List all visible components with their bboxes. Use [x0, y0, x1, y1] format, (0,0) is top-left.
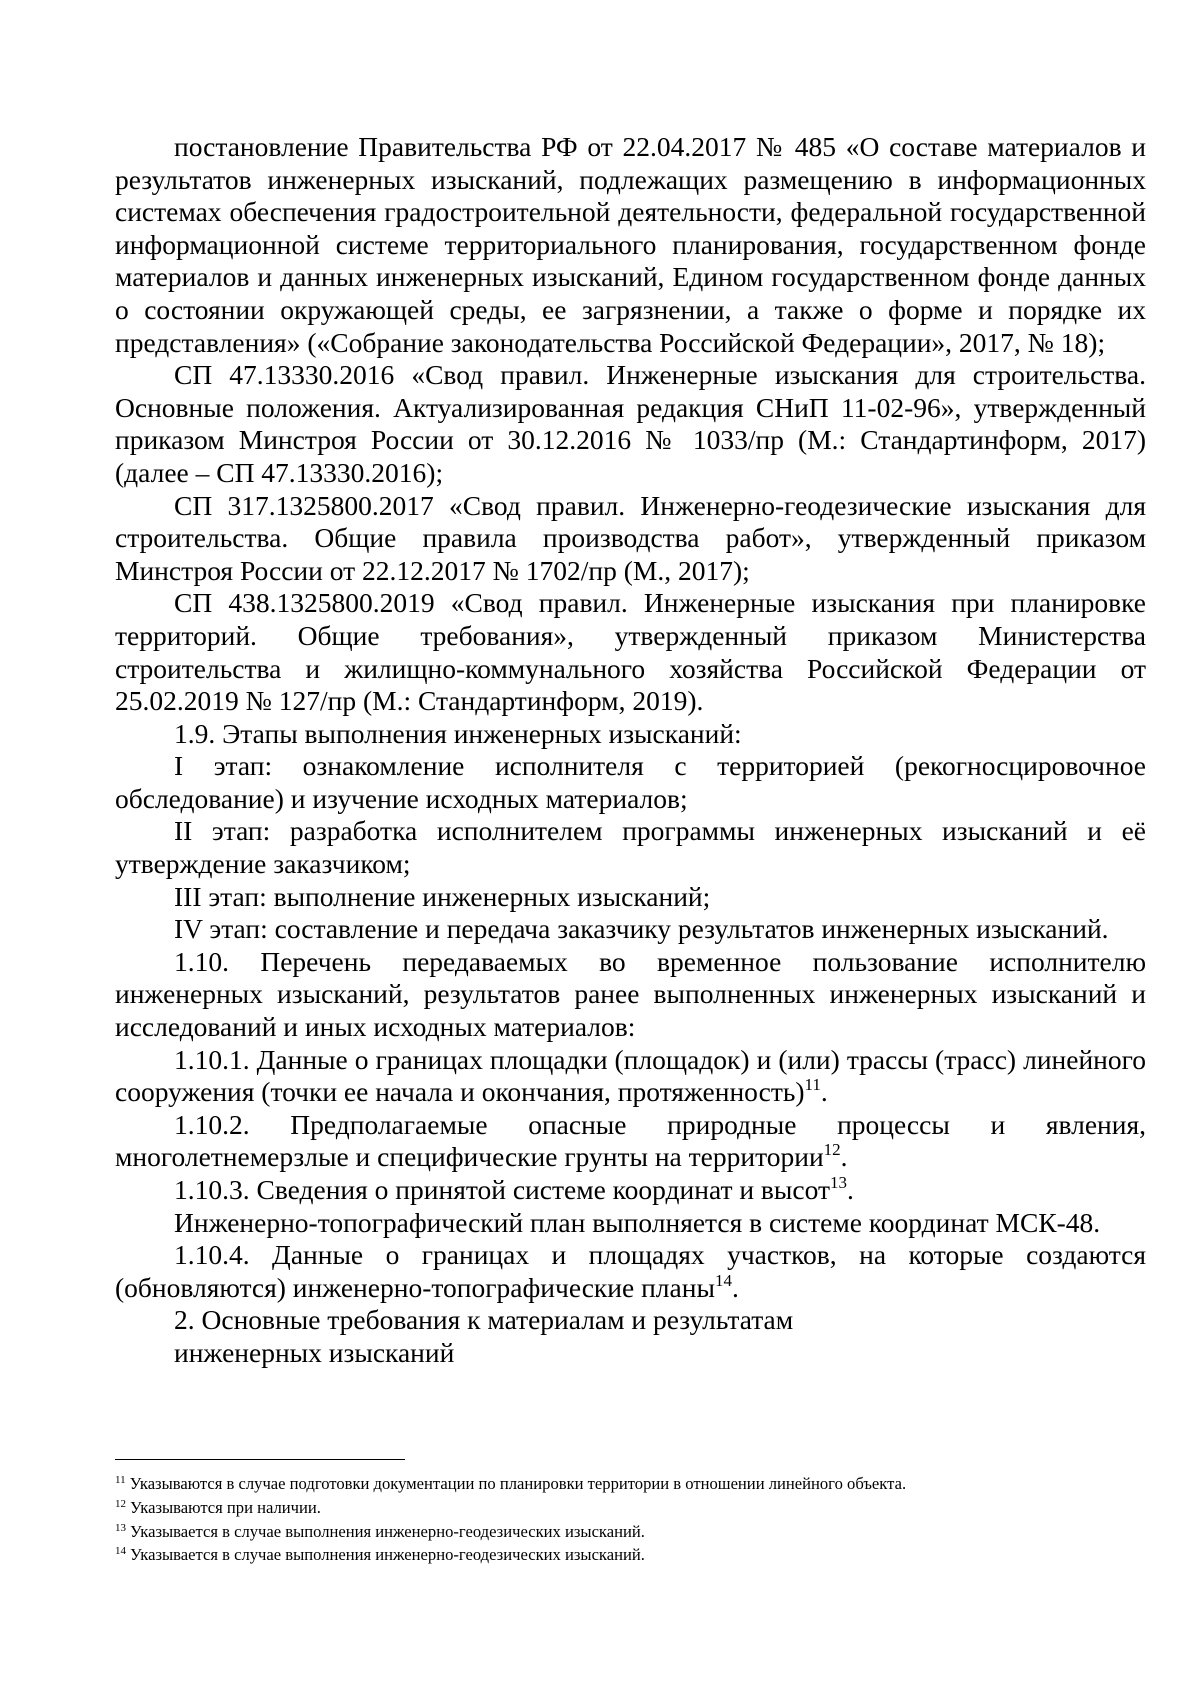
footnote-13	[115, 1520, 1146, 1544]
paragraph-text: 1.10.3. Сведения о принятой системе координат и высот	[174, 1174, 830, 1205]
paragraph-text: 1.10.2. Предполагаемые опасные природные процессы и явления, многолетнемерзлые и специфические грунты на территории	[115, 1108, 1146, 1173]
paragraph-end: .	[820, 1076, 828, 1108]
paragraph-msk-48	[115, 1207, 1146, 1240]
footnote-number: 13	[115, 1521, 126, 1534]
paragraph-stage-2	[115, 815, 1146, 880]
paragraph-1-10-2	[115, 1109, 1146, 1174]
section-heading	[115, 1304, 1146, 1369]
paragraph-sp-438	[115, 587, 1146, 717]
footnote-11	[115, 1472, 1146, 1496]
document-body	[115, 131, 1146, 1370]
paragraph-text: постановление Правительства РФ от 22.04.2017 № 485 «О составе материалов и результатов инженерных изысканий, подлежащих размещению в информационных системах обеспечения градостроительной деятельности, федеральной государственной информационной системе территориального планирования, государственном фонде материалов и данных инженерных изысканий, Едином государственном фонде данных о состоянии окружающей среды, ее загрязнении, а также о форме и порядке их представления» («Собрание законодательства Российской Федерации», 2017, № 18);	[115, 131, 1146, 358]
paragraph-stage-3	[115, 881, 1146, 914]
paragraph-sp-47	[115, 359, 1146, 489]
paragraph-1-9	[115, 718, 1146, 751]
paragraph-text: СП 47.13330.2016 «Свод правил. Инженерные изыскания для строительства. Основные положения. Актуализированная редакция СНиП 11-02-96», утвержденный приказом Минстроя России от 30.12.2016 № 1033/пр (М.: Стандартинформ, 2017) (далее – СП 47.13330.2016);	[115, 359, 1146, 488]
paragraph-end: .	[847, 1174, 854, 1205]
footnote-number: 11	[115, 1474, 126, 1486]
paragraph-1-10	[115, 946, 1146, 1044]
paragraph-stage-4	[115, 913, 1146, 946]
paragraph-text: СП 317.1325800.2017 «Свод правил. Инженерно-геодезические изыскания для строительства. Общие правила производства работ», утвержденный приказом Минстроя России от 22.12.2017 № 1702/пр (М., 2017);	[115, 489, 1146, 586]
paragraph-text: 1.10. Перечень передаваемых во временное пользование исполнителю инженерных изысканий, результатов ранее выполненных инженерных изысканий и исследований и иных исходных материалов:	[115, 945, 1146, 1043]
paragraph-resolution-485	[115, 131, 1146, 359]
paragraph-text: I этап: ознакомление исполнителя с территорией (рекогносцировочное обследование) и изучение исходных материалов;	[115, 750, 1146, 814]
footnote-ref-11: 11	[804, 1075, 821, 1095]
footnote-ref-12: 12	[823, 1140, 841, 1160]
footnote-ref-13: 13	[830, 1173, 847, 1192]
footnote-separator	[115, 1459, 405, 1460]
section-heading-line-1: 2. Основные требования к материалам и результатам	[174, 1304, 794, 1336]
footnote-number: 12	[115, 1497, 126, 1510]
section-heading-line-2: инженерных изысканий	[174, 1336, 455, 1368]
paragraph-text: III этап: выполнение инженерных изысканий;	[174, 880, 711, 912]
paragraph-text: IV этап: составление и передача заказчику результатов инженерных изысканий.	[174, 913, 1109, 945]
paragraph-text: 1.10.4. Данные о границах и площадях участков, на которые создаются (обновляются) инженерно-топографические планы	[115, 1239, 1146, 1303]
footnote-text: Указываются в случае подготовки документации по планировки территории в отношении линейного объекта.	[129, 1474, 907, 1493]
footnote-text: Указывается в случае выполнения инженерно-геодезических изысканий.	[130, 1545, 645, 1565]
paragraph-text: II этап: разработка исполнителем программы инженерных изысканий и её утверждение заказчиком;	[115, 815, 1146, 880]
footnote-12	[115, 1496, 1146, 1520]
paragraph-sp-317	[115, 490, 1146, 588]
paragraph-1-10-3	[115, 1174, 1146, 1207]
paragraph-end: .	[731, 1271, 739, 1303]
paragraph-stage-1	[115, 750, 1146, 815]
paragraph-text: Инженерно-топографический план выполняется в системе координат МСК-48.	[174, 1206, 1101, 1238]
footnote-text: Указываются при наличии.	[130, 1497, 321, 1517]
footnote-14	[115, 1543, 1146, 1567]
paragraph-text: 1.10.1. Данные о границах площадки (площадок) и (или) трассы (трасс) линейного сооружения (точки ее начала и окончания, протяженность)	[115, 1043, 1146, 1108]
footnotes	[115, 1472, 1146, 1567]
paragraph-1-10-1	[115, 1044, 1146, 1109]
paragraph-text: СП 438.1325800.2019 «Свод правил. Инженерные изыскания при планировке территорий. Общие требования», утвержденный приказом Министерства строительства и жилищно-коммунального хозяйства Российской Федерации от 25.02.2019 № 127/пр (М.: Стандартинформ, 2019).	[115, 587, 1146, 717]
footnote-text: Указывается в случае выполнения инженерно-геодезических изысканий.	[130, 1521, 645, 1541]
paragraph-text: 1.9. Этапы выполнения инженерных изысканий:	[174, 717, 742, 749]
footnote-ref-14: 14	[714, 1270, 732, 1290]
paragraph-1-10-4	[115, 1239, 1146, 1304]
footnote-number: 14	[115, 1545, 126, 1558]
paragraph-end: .	[840, 1141, 848, 1173]
